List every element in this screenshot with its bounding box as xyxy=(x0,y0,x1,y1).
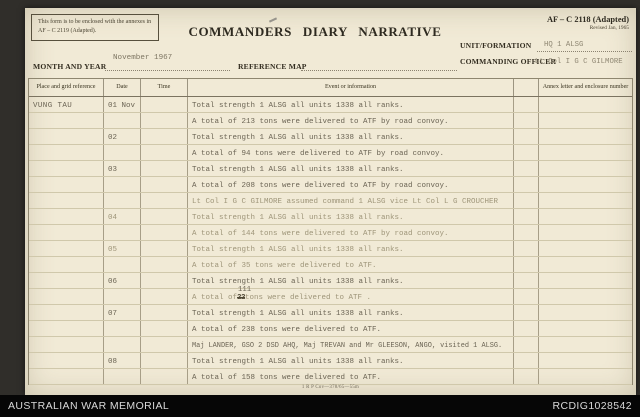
event-cell: Total strength 1 ALSG all units 1338 all ranks. xyxy=(188,353,514,368)
time-cell xyxy=(141,305,188,320)
event-cell: Lt Col I G C GILMORE assumed command 1 ALSG vice Lt Col L G CROUCHER xyxy=(188,193,514,208)
table-row xyxy=(29,161,632,177)
annex-gap-cell xyxy=(514,113,539,128)
place-cell xyxy=(29,209,104,224)
table-row xyxy=(29,129,632,145)
reference-map-label: REFERENCE MAP xyxy=(238,62,307,71)
table-row xyxy=(29,337,632,353)
time-cell xyxy=(141,353,188,368)
event-cell: Maj LANDER, GSO 2 DSD AHQ, Maj TREVAN and Mr GLEESON, ANGO, visited 1 ALSG. xyxy=(188,337,514,352)
archive-name: AUSTRALIAN WAR MEMORIAL xyxy=(8,400,170,412)
annex-cell xyxy=(539,129,632,144)
archive-footer-bar xyxy=(0,395,640,417)
event-cell: Total strength 1 ALSG all units 1338 all ranks. xyxy=(188,305,514,320)
date-cell xyxy=(104,321,141,336)
annex-gap-cell xyxy=(514,337,539,352)
event-cell: Total strength 1 ALSG all units 1338 all ranks. xyxy=(188,161,514,176)
annex-gap-cell xyxy=(514,353,539,368)
annex-cell xyxy=(539,369,632,384)
annex-cell xyxy=(539,193,632,208)
date-cell: 07 xyxy=(104,305,141,320)
time-cell xyxy=(141,321,188,336)
time-cell xyxy=(141,97,188,112)
annex-cell xyxy=(539,305,632,320)
form-number: AF – C 2118 (Adapted) xyxy=(546,15,629,24)
date-cell: 08 xyxy=(104,353,141,368)
annex-cell xyxy=(539,225,632,240)
unit-formation-label: UNIT/FORMATION xyxy=(460,41,532,50)
annex-gap-cell xyxy=(514,161,539,176)
form-number-block xyxy=(547,15,629,31)
date-cell: 01 Nov xyxy=(104,97,141,112)
annex-cell xyxy=(539,241,632,256)
place-cell xyxy=(29,129,104,144)
date-cell xyxy=(104,289,141,304)
reference-map-line xyxy=(301,70,457,71)
time-cell xyxy=(141,369,188,384)
annex-gap-cell xyxy=(514,97,539,112)
event-cell: Total strength 1 ALSG all units 1338 all ranks. xyxy=(188,241,514,256)
unit-formation-value: HQ 1 ALSG xyxy=(544,41,584,49)
date-cell xyxy=(104,113,141,128)
place-cell xyxy=(29,177,104,192)
time-cell xyxy=(141,225,188,240)
annex-cell xyxy=(539,273,632,288)
event-cell: Total strength 1 ALSG all units 1338 all ranks. xyxy=(188,273,514,288)
event-cell: A total of 144 tons were delivered to ATF by road convoy. xyxy=(188,225,514,240)
annex-gap-cell xyxy=(514,289,539,304)
table-row xyxy=(29,113,632,129)
table-row xyxy=(29,273,632,289)
time-cell xyxy=(141,145,188,160)
place-cell xyxy=(29,193,104,208)
date-cell: 04 xyxy=(104,209,141,224)
place-cell xyxy=(29,369,104,384)
diary-table-header xyxy=(29,79,632,97)
annex-gap-cell xyxy=(514,305,539,320)
date-cell xyxy=(104,369,141,384)
time-cell xyxy=(141,241,188,256)
event-cell: A total of 94 tons were delivered to ATF by road convoy. xyxy=(188,145,514,160)
enclosure-note-box: This form is to be enclosed with the annexes in AF – C 2119 (Adapted). xyxy=(31,14,159,41)
archive-record-id: RCDIG1028542 xyxy=(552,400,632,412)
printer-code: 1 R P Cov—378/65—55m xyxy=(301,385,360,390)
table-row xyxy=(29,369,632,385)
commanding-officer-label: COMMANDING OFFICER xyxy=(460,57,557,66)
place-cell xyxy=(29,113,104,128)
column-header-date: Date xyxy=(104,79,141,96)
column-header-time: Time xyxy=(141,79,188,96)
table-row xyxy=(29,285,632,305)
annex-cell xyxy=(539,145,632,160)
annex-gap-cell xyxy=(514,273,539,288)
date-cell: 02 xyxy=(104,129,141,144)
place-cell xyxy=(29,321,104,336)
annex-gap-cell xyxy=(514,241,539,256)
place-cell xyxy=(29,353,104,368)
annex-gap-cell xyxy=(514,225,539,240)
annex-gap-cell xyxy=(514,209,539,224)
event-cell: Total strength 1 ALSG all units 1338 all ranks. xyxy=(188,97,514,112)
date-cell xyxy=(104,193,141,208)
time-cell xyxy=(141,129,188,144)
event-cell: Total strength 1 ALSG all units 1338 all ranks. xyxy=(188,209,514,224)
annex-cell xyxy=(539,353,632,368)
time-cell xyxy=(141,289,188,304)
diary-table xyxy=(28,78,633,385)
table-row xyxy=(29,257,632,273)
annex-gap-cell xyxy=(514,369,539,384)
date-cell: 05 xyxy=(104,241,141,256)
date-cell xyxy=(104,177,141,192)
table-row xyxy=(29,321,632,337)
table-row xyxy=(29,193,632,209)
table-row xyxy=(29,305,632,321)
time-cell xyxy=(141,177,188,192)
date-cell xyxy=(104,145,141,160)
place-cell xyxy=(29,273,104,288)
event-cell: A total of 213 tons were delivered to ATF by road convoy. xyxy=(188,113,514,128)
time-cell xyxy=(141,193,188,208)
event-cell: A total of 35 tons were delivered to ATF. xyxy=(188,257,514,272)
place-cell xyxy=(29,161,104,176)
date-cell xyxy=(104,257,141,272)
event-cell: A total of 238 tons were delivered to ATF. xyxy=(188,321,514,336)
time-cell xyxy=(141,113,188,128)
time-cell xyxy=(141,161,188,176)
pen-mark xyxy=(269,17,277,22)
annex-gap-cell xyxy=(514,257,539,272)
place-cell xyxy=(29,257,104,272)
date-cell xyxy=(104,337,141,352)
place-cell xyxy=(29,337,104,352)
place-cell xyxy=(29,225,104,240)
commanding-officer-value: Lt Col I G C GILMORE xyxy=(535,57,623,66)
annex-gap-cell xyxy=(514,321,539,336)
annex-cell xyxy=(539,113,632,128)
form-title: COMMANDERS DIARY NARRATIVE xyxy=(188,24,442,39)
table-row xyxy=(29,97,632,113)
date-cell xyxy=(104,225,141,240)
annex-gap-cell xyxy=(514,193,539,208)
place-cell: VUNG TAU xyxy=(29,97,104,112)
table-row xyxy=(29,145,632,161)
month-year-label: MONTH AND YEAR xyxy=(33,62,107,71)
event-cell: A total of 208 tons were delivered to ATF by road convoy. xyxy=(188,177,514,192)
place-cell xyxy=(29,305,104,320)
struck-out-number: 22 xyxy=(237,293,246,302)
column-header-place: Place and grid reference xyxy=(29,79,104,96)
diary-form-page xyxy=(25,8,636,395)
place-cell xyxy=(29,289,104,304)
annex-cell xyxy=(539,289,632,304)
table-row xyxy=(29,241,632,257)
place-cell xyxy=(29,241,104,256)
diary-table-body xyxy=(29,97,632,385)
place-cell xyxy=(29,145,104,160)
annex-cell xyxy=(539,209,632,224)
time-cell xyxy=(141,257,188,272)
table-row xyxy=(29,177,632,193)
annex-cell xyxy=(539,257,632,272)
event-cell: A total of 22 111 tons were delivered to ATF . xyxy=(188,289,514,304)
date-cell: 03 xyxy=(104,161,141,176)
table-row xyxy=(29,225,632,241)
annex-gap-cell xyxy=(514,129,539,144)
column-header-annex-gap xyxy=(514,79,539,96)
date-cell: 06 xyxy=(104,273,141,288)
month-year-value: November 1967 xyxy=(113,54,173,62)
typed-correction: 111 xyxy=(238,285,252,294)
annex-cell xyxy=(539,177,632,192)
annex-cell xyxy=(539,337,632,352)
time-cell xyxy=(141,209,188,224)
annex-gap-cell xyxy=(514,145,539,160)
annex-gap-cell xyxy=(514,177,539,192)
month-year-line xyxy=(105,70,230,71)
event-cell: Total strength 1 ALSG all units 1338 all ranks. xyxy=(188,129,514,144)
unit-formation-line xyxy=(537,51,632,52)
table-row xyxy=(29,353,632,369)
time-cell xyxy=(141,337,188,352)
form-revision-note: Revised Jan, 1965 xyxy=(589,25,629,31)
event-cell: A total of 158 tons were delivered to ATF. xyxy=(188,369,514,384)
annex-cell xyxy=(539,161,632,176)
annex-cell xyxy=(539,321,632,336)
column-header-annex: Annex letter and enclosure number xyxy=(542,83,629,90)
annex-cell xyxy=(539,97,632,112)
table-row xyxy=(29,209,632,225)
time-cell xyxy=(141,273,188,288)
column-header-event: Event or information xyxy=(188,79,514,96)
